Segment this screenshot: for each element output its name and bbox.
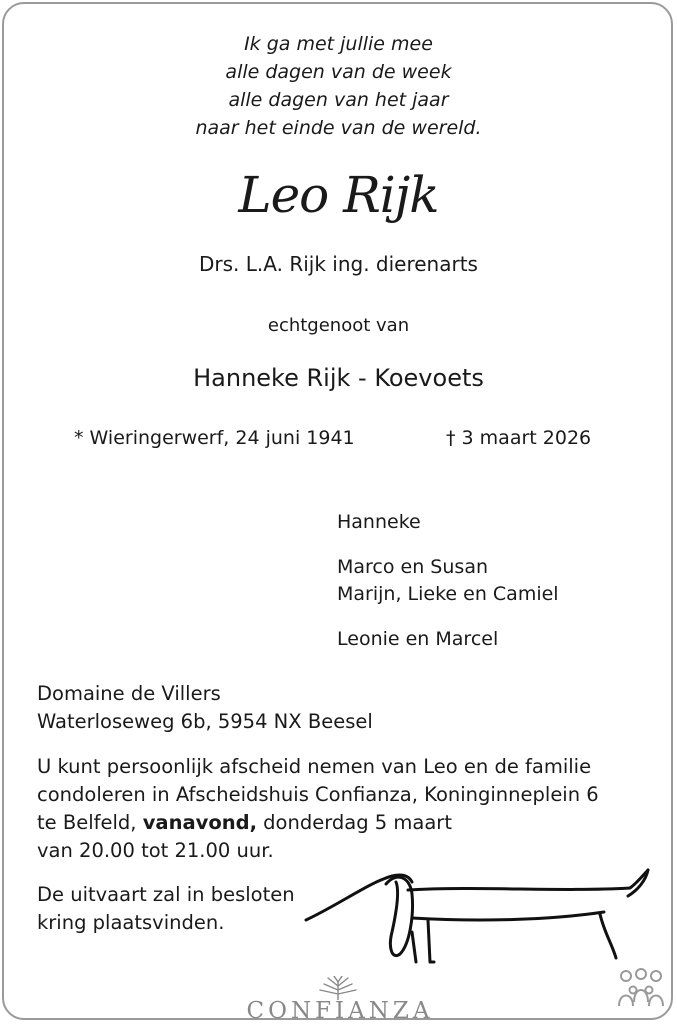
poem-line-3: alle dagen van het jaar — [228, 89, 449, 111]
confianza-tree-icon — [318, 976, 358, 1000]
visitation-bold: vanavond, — [142, 811, 257, 834]
full-title: Drs. L.A. Rijk ing. dierenarts — [199, 252, 478, 276]
people-group-icon — [616, 968, 666, 1014]
family-line-4: Leonie en Marcel — [337, 628, 499, 650]
deceased-name: Leo Rijk — [238, 166, 439, 224]
spouse-intro: echtgenoot van — [267, 315, 410, 336]
poem — [0, 30, 677, 142]
birth-info: * Wieringerwerf, 24 juni 1941 — [74, 427, 355, 449]
poem-line-1: Ik ga met jullie mee — [244, 33, 433, 55]
visitation-line-4: van 20.00 tot 21.00 uur. — [37, 839, 274, 862]
funeral-line-2: kring plaatsvinden. — [37, 911, 225, 934]
confianza-logo-text: CONFIANZA — [246, 998, 434, 1024]
funeral-line-1: De uitvaart zal in besloten — [37, 883, 295, 906]
death-info: † 3 maart 2026 — [446, 427, 592, 449]
visitation-line-2: condoleren in Afscheidshuis Confianza, Koninginneplein 6 — [37, 783, 599, 806]
family-line-1: Hanneke — [337, 511, 421, 533]
dachshund-drawing-icon — [300, 862, 660, 972]
address-line-1: Domaine de Villers — [37, 682, 221, 705]
visitation-pre: te Belfeld, — [37, 811, 143, 834]
poem-line-2: alle dagen van de week — [225, 61, 452, 83]
family-line-3: Marijn, Lieke en Camiel — [337, 583, 559, 605]
family-line-2: Marco en Susan — [337, 556, 488, 578]
visitation-line-1: U kunt persoonlijk afscheid nemen van Leo en de familie — [37, 755, 592, 778]
visitation-post: donderdag 5 maart — [256, 811, 452, 834]
spouse-name: Hanneke Rijk - Koevoets — [193, 364, 484, 392]
visitation-line-3 — [37, 809, 452, 837]
poem-line-4: naar het einde van de wereld. — [195, 117, 482, 139]
address-line-2: Waterloseweg 6b, 5954 NX Beesel — [37, 710, 373, 733]
